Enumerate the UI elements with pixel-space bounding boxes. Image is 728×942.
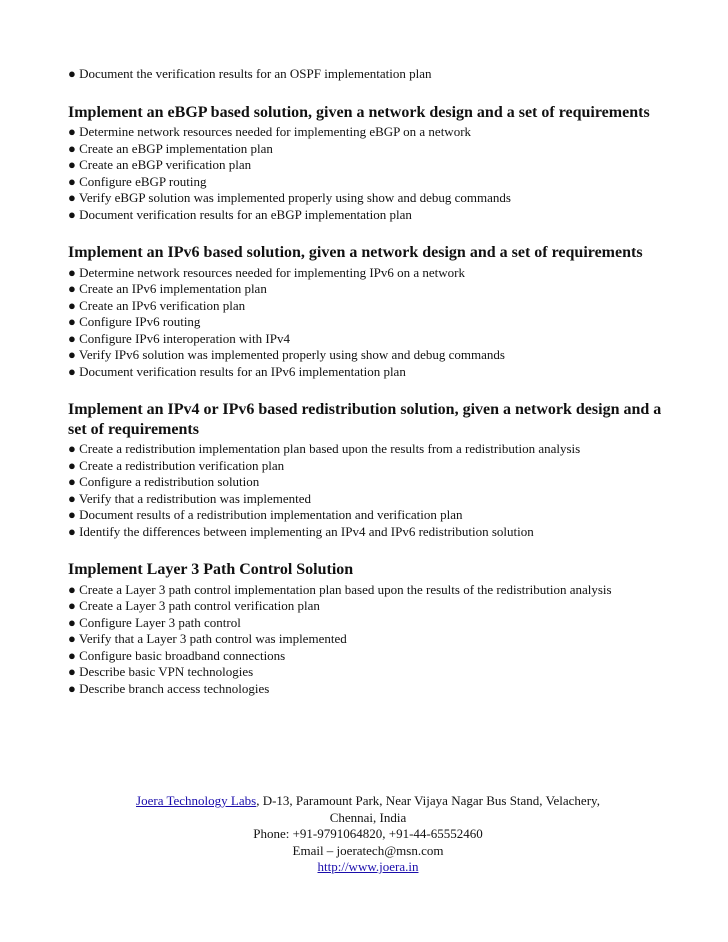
list-item: ● Verify IPv6 solution was implemented properly using show and debug commands (68, 347, 505, 362)
section-path-control (68, 560, 668, 697)
list-item: ● Configure Layer 3 path control (68, 614, 241, 630)
list-item: ● Describe basic VPN technologies (68, 664, 254, 679)
list-item: ● Verify eBGP solution was implemented properly using show and debug commands (68, 190, 511, 205)
footer-city: Chennai, India (329, 809, 407, 825)
section-heading: Implement Layer 3 Path Control Solution (68, 561, 354, 578)
bullet-list (68, 441, 668, 540)
list-item: ● Configure IPv6 routing (68, 314, 201, 329)
list-item: ● Verify that a Layer 3 path control was implemented (68, 631, 347, 646)
section-heading: Implement an eBGP based solution, given a network design and a set of requirements (68, 103, 650, 121)
list-item: ● Document verification results for an eBGP implementation plan (68, 206, 412, 222)
footer-phone: Phone: +91-9791064820, +91-44-65552460 (253, 826, 483, 841)
list-item: ● Create an eBGP verification plan (68, 157, 252, 172)
section-heading: Implement an IPv6 based solution, given a network design and a set of requirements (68, 244, 643, 261)
bullet-list (68, 124, 668, 223)
website-link[interactable]: http://www.joera.in (317, 859, 419, 874)
section-heading: Implement an IPv4 or IPv6 based redistribution solution, given a network design and a set of requirements (68, 401, 662, 438)
list-item: ● Configure a redistribution solution (68, 474, 260, 489)
list-item: ● Create an IPv6 implementation plan (68, 281, 267, 296)
list-item: ● Create a Layer 3 path control verification plan (68, 598, 320, 613)
footer-address: , D-13, Paramount Park, Near Vijaya Nagar Bus Stand, Velachery, (256, 793, 600, 808)
document-footer (68, 793, 668, 876)
section-ebgp (68, 103, 668, 224)
list-item: ● Create an eBGP implementation plan (68, 140, 273, 156)
bullet-list (68, 582, 668, 698)
list-item: ● Configure IPv6 interoperation with IPv4 (68, 330, 290, 346)
list-item: ● Determine network resources needed for implementing IPv6 on a network (68, 264, 466, 280)
list-item: ● Create a redistribution verification plan (68, 457, 285, 473)
list-item: ● Create a redistribution implementation plan based upon the results from a redistribution analysis (68, 441, 581, 456)
section-ipv6 (68, 243, 668, 380)
list-item: ● Configure eBGP routing (68, 173, 207, 189)
footer-email: Email – joeratech@msn.com (292, 842, 444, 858)
section-redistribution (68, 400, 668, 540)
document-body (68, 66, 668, 697)
list-item: ● Document verification results for an IPv6 implementation plan (68, 363, 406, 379)
list-item: ● Verify that a redistribution was implemented (68, 490, 312, 506)
list-item: ● Identify the differences between implementing an IPv4 and IPv6 redistribution solution (68, 523, 534, 539)
list-item: ● Describe branch access technologies (68, 680, 270, 696)
list-item: ● Document results of a redistribution implementation and verification plan (68, 507, 463, 522)
list-item: ● Create an IPv6 verification plan (68, 297, 246, 313)
footer-address-line (68, 793, 668, 810)
list-item: ● Create a Layer 3 path control implementation plan based upon the results of the redistribution analysis (68, 581, 612, 597)
list-item: ● Configure basic broadband connections (68, 647, 286, 663)
bullet-list (68, 265, 668, 381)
list-item: ● Determine network resources needed for implementing eBGP on a network (68, 124, 472, 139)
company-link[interactable]: Joera Technology Labs (136, 793, 257, 808)
footer-website-line (68, 859, 668, 876)
intro-list-item: ● Document the verification results for an OSPF implementation plan (68, 66, 432, 81)
